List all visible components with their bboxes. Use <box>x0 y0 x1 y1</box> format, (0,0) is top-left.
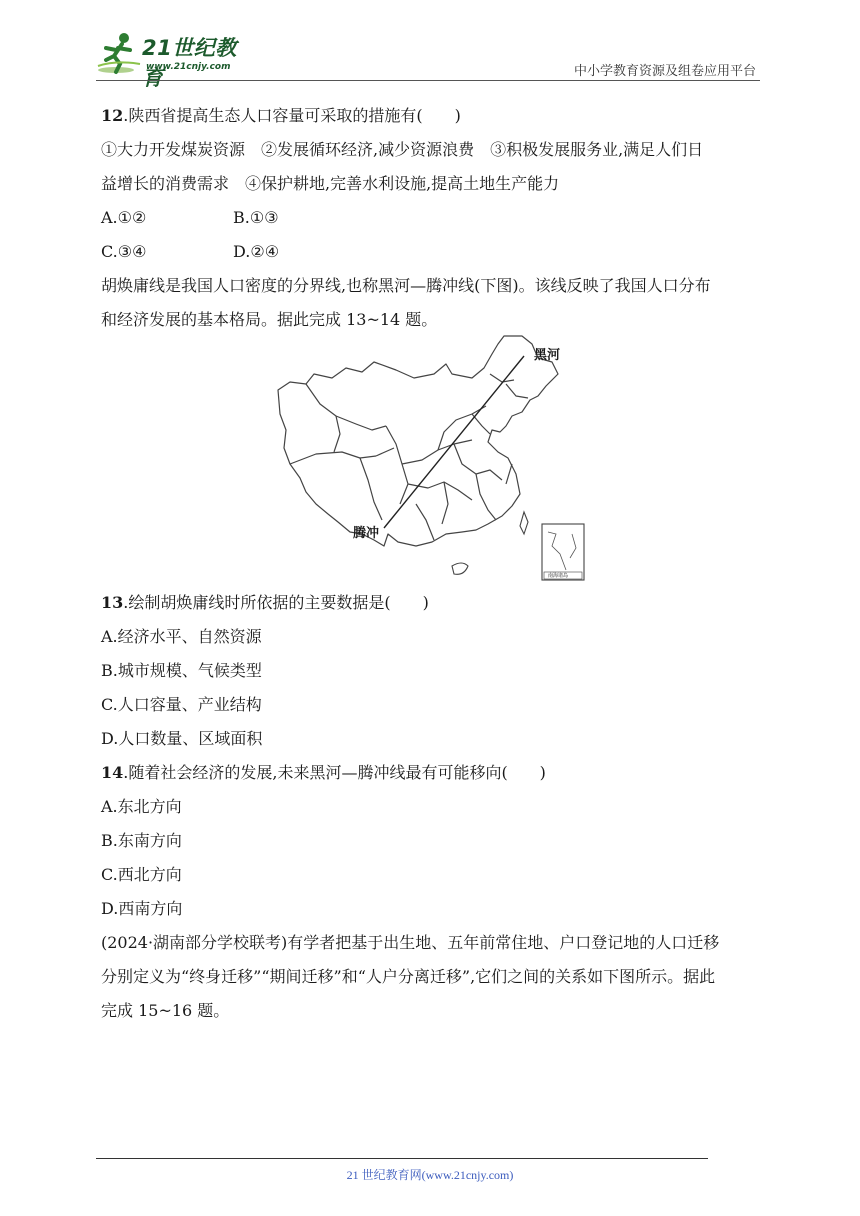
platform-name: 中小学教育资源及组卷应用平台 <box>573 64 756 79</box>
hu-huanyong-line <box>384 356 524 528</box>
intro-13-14-line2: 和经济发展的基本格局。据此完成 13~14 题。 <box>101 310 438 329</box>
china-outline-map <box>276 334 588 584</box>
q13-option-a: A.经济水平、自然资源 <box>101 627 262 646</box>
q13-option-b: B.城市规模、气候类型 <box>101 661 262 680</box>
q12-option-c: C.③④ <box>101 242 147 261</box>
q14-option-d: D.西南方向 <box>101 899 183 918</box>
q14-option-b: B.东南方向 <box>101 831 182 850</box>
q12-statements-line2: 益增长的消费需求 ④保护耕地,完善水利设施,提高土地生产能力 <box>101 174 560 193</box>
q14-stem <box>101 763 546 783</box>
q13-option-d: D.人口数量、区域面积 <box>101 729 263 748</box>
q12-statements-line1: ①大力开发煤炭资源 ②发展循环经济,减少资源浪费 ③积极发展服务业,满足人们日 <box>101 140 704 159</box>
q14-number: 14 <box>101 763 124 782</box>
runner-logo-icon <box>96 30 142 76</box>
q14-stem-text: .随着社会经济的发展,未来黑河—腾冲线最有可能移向( ) <box>123 763 546 782</box>
footer-divider <box>96 1158 708 1159</box>
map-label-heihe: 黑河 <box>534 348 561 363</box>
logo <box>96 30 256 90</box>
q12-stem <box>101 106 461 126</box>
intro-15-16-line3: 完成 15~16 题。 <box>101 1001 230 1020</box>
q12-option-b: B.①③ <box>233 208 279 227</box>
hainan-island-shape <box>452 563 468 574</box>
q12-option-d: D.②④ <box>233 242 280 261</box>
china-map-figure <box>276 334 588 584</box>
q13-stem <box>101 593 429 613</box>
intro-15-16-line1: (2024·湖南部分学校联考)有学者把基于出生地、五年前常住地、户口登记地的人口迁移 <box>101 933 720 952</box>
q14-option-c: C.西北方向 <box>101 865 182 884</box>
logo-url: www.21cnjy.com <box>146 62 231 72</box>
q12-stem-text: .陕西省提高生态人口容量可采取的措施有( ) <box>123 106 461 125</box>
q14-option-a: A.东北方向 <box>101 797 182 816</box>
intro-15-16-line2: 分别定义为“终身迁移”“期间迁移”和“人户分离迁移”,它们之间的关系如下图所示。据此 <box>101 967 716 986</box>
q12-number: 12 <box>101 106 124 125</box>
map-label-tengchong: 腾冲 <box>353 526 380 541</box>
map-inset-label: 南海诸岛 <box>548 573 569 579</box>
header-divider <box>96 80 760 81</box>
intro-13-14-line1: 胡焕庸线是我国人口密度的分界线,也称黑河—腾冲线(下图)。该线反映了我国人口分布 <box>101 276 711 295</box>
footer-link[interactable]: 21 世纪教育网(www.21cnjy.com) <box>346 1168 514 1182</box>
q13-stem-text: .绘制胡焕庸线时所依据的主要数据是( ) <box>123 593 429 612</box>
q13-option-c: C.人口容量、产业结构 <box>101 695 262 714</box>
taiwan-island-shape <box>520 512 528 534</box>
page-header <box>96 30 760 90</box>
logo-text: 21世纪教育 <box>142 36 237 90</box>
q13-number: 13 <box>101 593 124 612</box>
q12-option-a: A.①② <box>101 208 147 227</box>
